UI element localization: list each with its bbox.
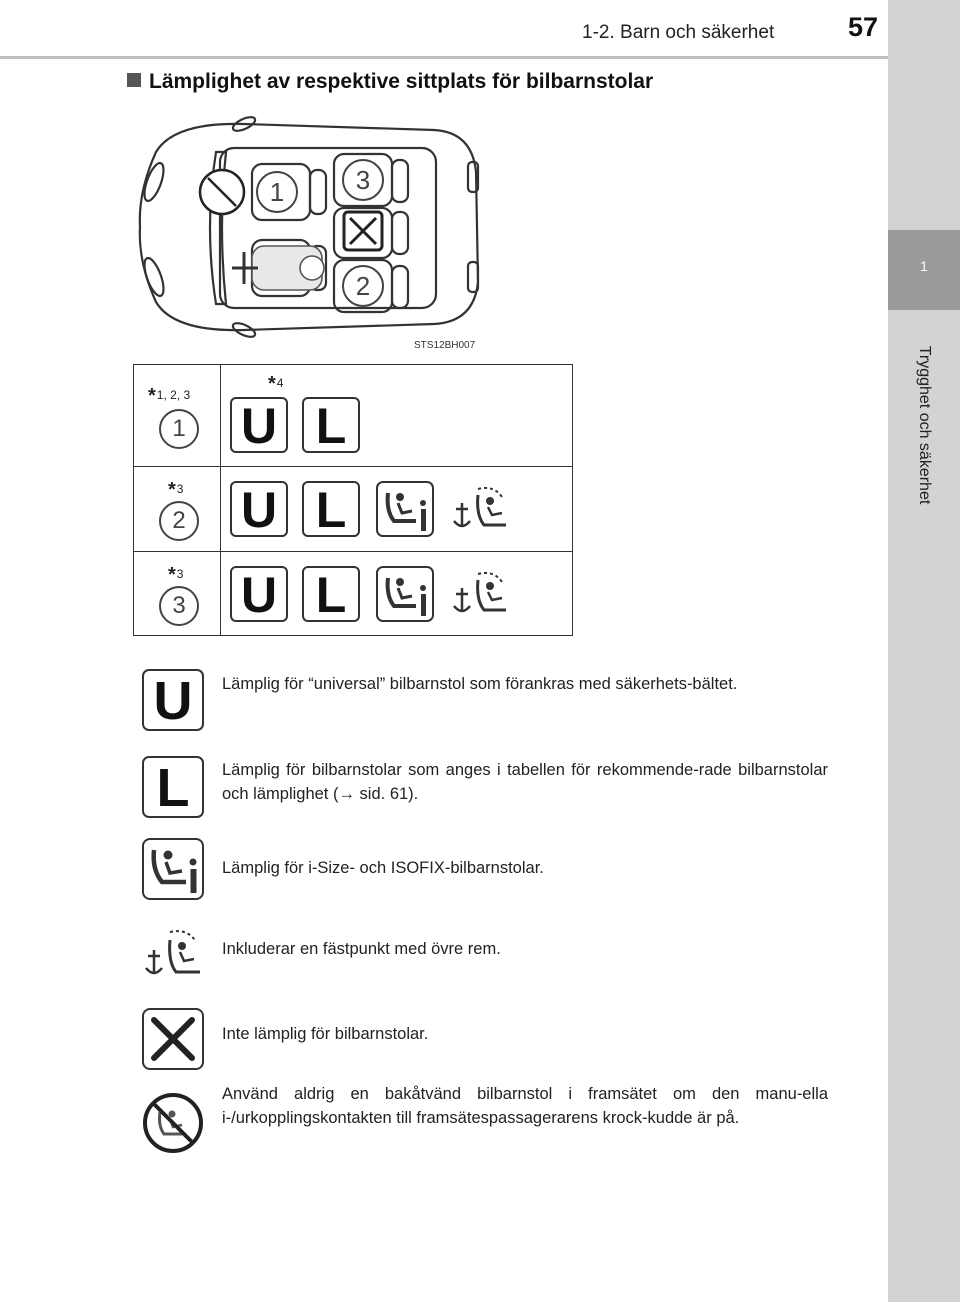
square-bullet-icon	[127, 73, 141, 87]
legend-text-isofix: Lämplig för i-Size- och ISOFIX-bilbarnstolar.	[222, 859, 544, 877]
seat-number-circle: 1	[159, 409, 199, 449]
no-rear-facing-icon	[142, 1092, 204, 1154]
legend-l-icon: L	[142, 756, 204, 818]
car-seat-diagram	[134, 112, 484, 344]
note-text: 3	[176, 567, 184, 581]
seat-label-3: 3	[355, 165, 371, 195]
top-tether-icon	[448, 481, 512, 537]
chapter-number-box	[888, 230, 960, 310]
seat-number-circle: 2	[159, 501, 199, 541]
legend-text-universal: Lämplig för “universal” bilbarnstol som förankras med säkerhets-bältet.	[222, 675, 738, 693]
seat-note	[148, 385, 190, 408]
section-heading	[127, 70, 653, 94]
note-text: 1, 2, 3	[156, 388, 191, 402]
top-tether-icon	[142, 924, 204, 986]
universal-icon: U	[230, 481, 288, 537]
table-row	[134, 365, 572, 467]
l-icon: L	[302, 481, 360, 537]
legend-text-cross: Inte lämplig för bilbarnstolar.	[222, 1025, 429, 1043]
chapter-label: Trygghet och säkerhet	[916, 345, 933, 505]
table-row	[134, 467, 572, 552]
seat-suitability-table	[133, 364, 573, 636]
universal-icon: U	[230, 566, 288, 622]
isofix-icon	[142, 838, 204, 900]
asterisk: *	[168, 564, 176, 586]
section-heading-text: Lämplighet av respektive sittplats för bilbarnstolar	[149, 70, 654, 93]
legend-text-no-rear-facing: Använd aldrig en bakåtvänd bilbarnstol i framsätet om den manu-ella i-/urkopplingskontakten till framsätespassagerarens krock-kudde är på.	[222, 1085, 828, 1127]
section-title: 1-2. Barn och säkerhet	[582, 22, 775, 43]
page-header	[0, 0, 888, 59]
legend-universal-icon: U	[142, 669, 204, 731]
isofix-icon	[376, 481, 434, 537]
seat-label-1: 1	[269, 177, 285, 207]
asterisk: *	[148, 385, 156, 407]
asterisk: *	[268, 373, 276, 395]
universal-icon: U	[230, 397, 288, 453]
seat-note	[168, 479, 183, 502]
figure-code: STS12BH007	[414, 340, 476, 351]
chapter-number: 1	[920, 258, 928, 274]
top-tether-icon	[448, 566, 512, 622]
asterisk: *	[168, 479, 176, 501]
note-text: 3	[176, 482, 184, 496]
isofix-icon	[376, 566, 434, 622]
l-icon: L	[302, 566, 360, 622]
l-icon: L	[302, 397, 360, 453]
note-text: 4	[276, 376, 284, 390]
legend-text-top-tether: Inkluderar en fästpunkt med övre rem.	[222, 940, 501, 958]
chapter-side-tab	[888, 0, 960, 1302]
table-row	[134, 552, 572, 636]
icons-note	[268, 373, 283, 396]
seat-number-circle: 3	[159, 586, 199, 626]
seat-note	[168, 564, 183, 587]
cross-icon	[142, 1008, 204, 1070]
seat-label-2: 2	[355, 271, 371, 301]
page-number: 57	[848, 12, 879, 42]
legend-text-l: Lämplig för bilbarnstolar som anges i tabellen för rekommende-rade bilbarnstolar och lämplighet (→ sid. 61).	[222, 761, 828, 803]
